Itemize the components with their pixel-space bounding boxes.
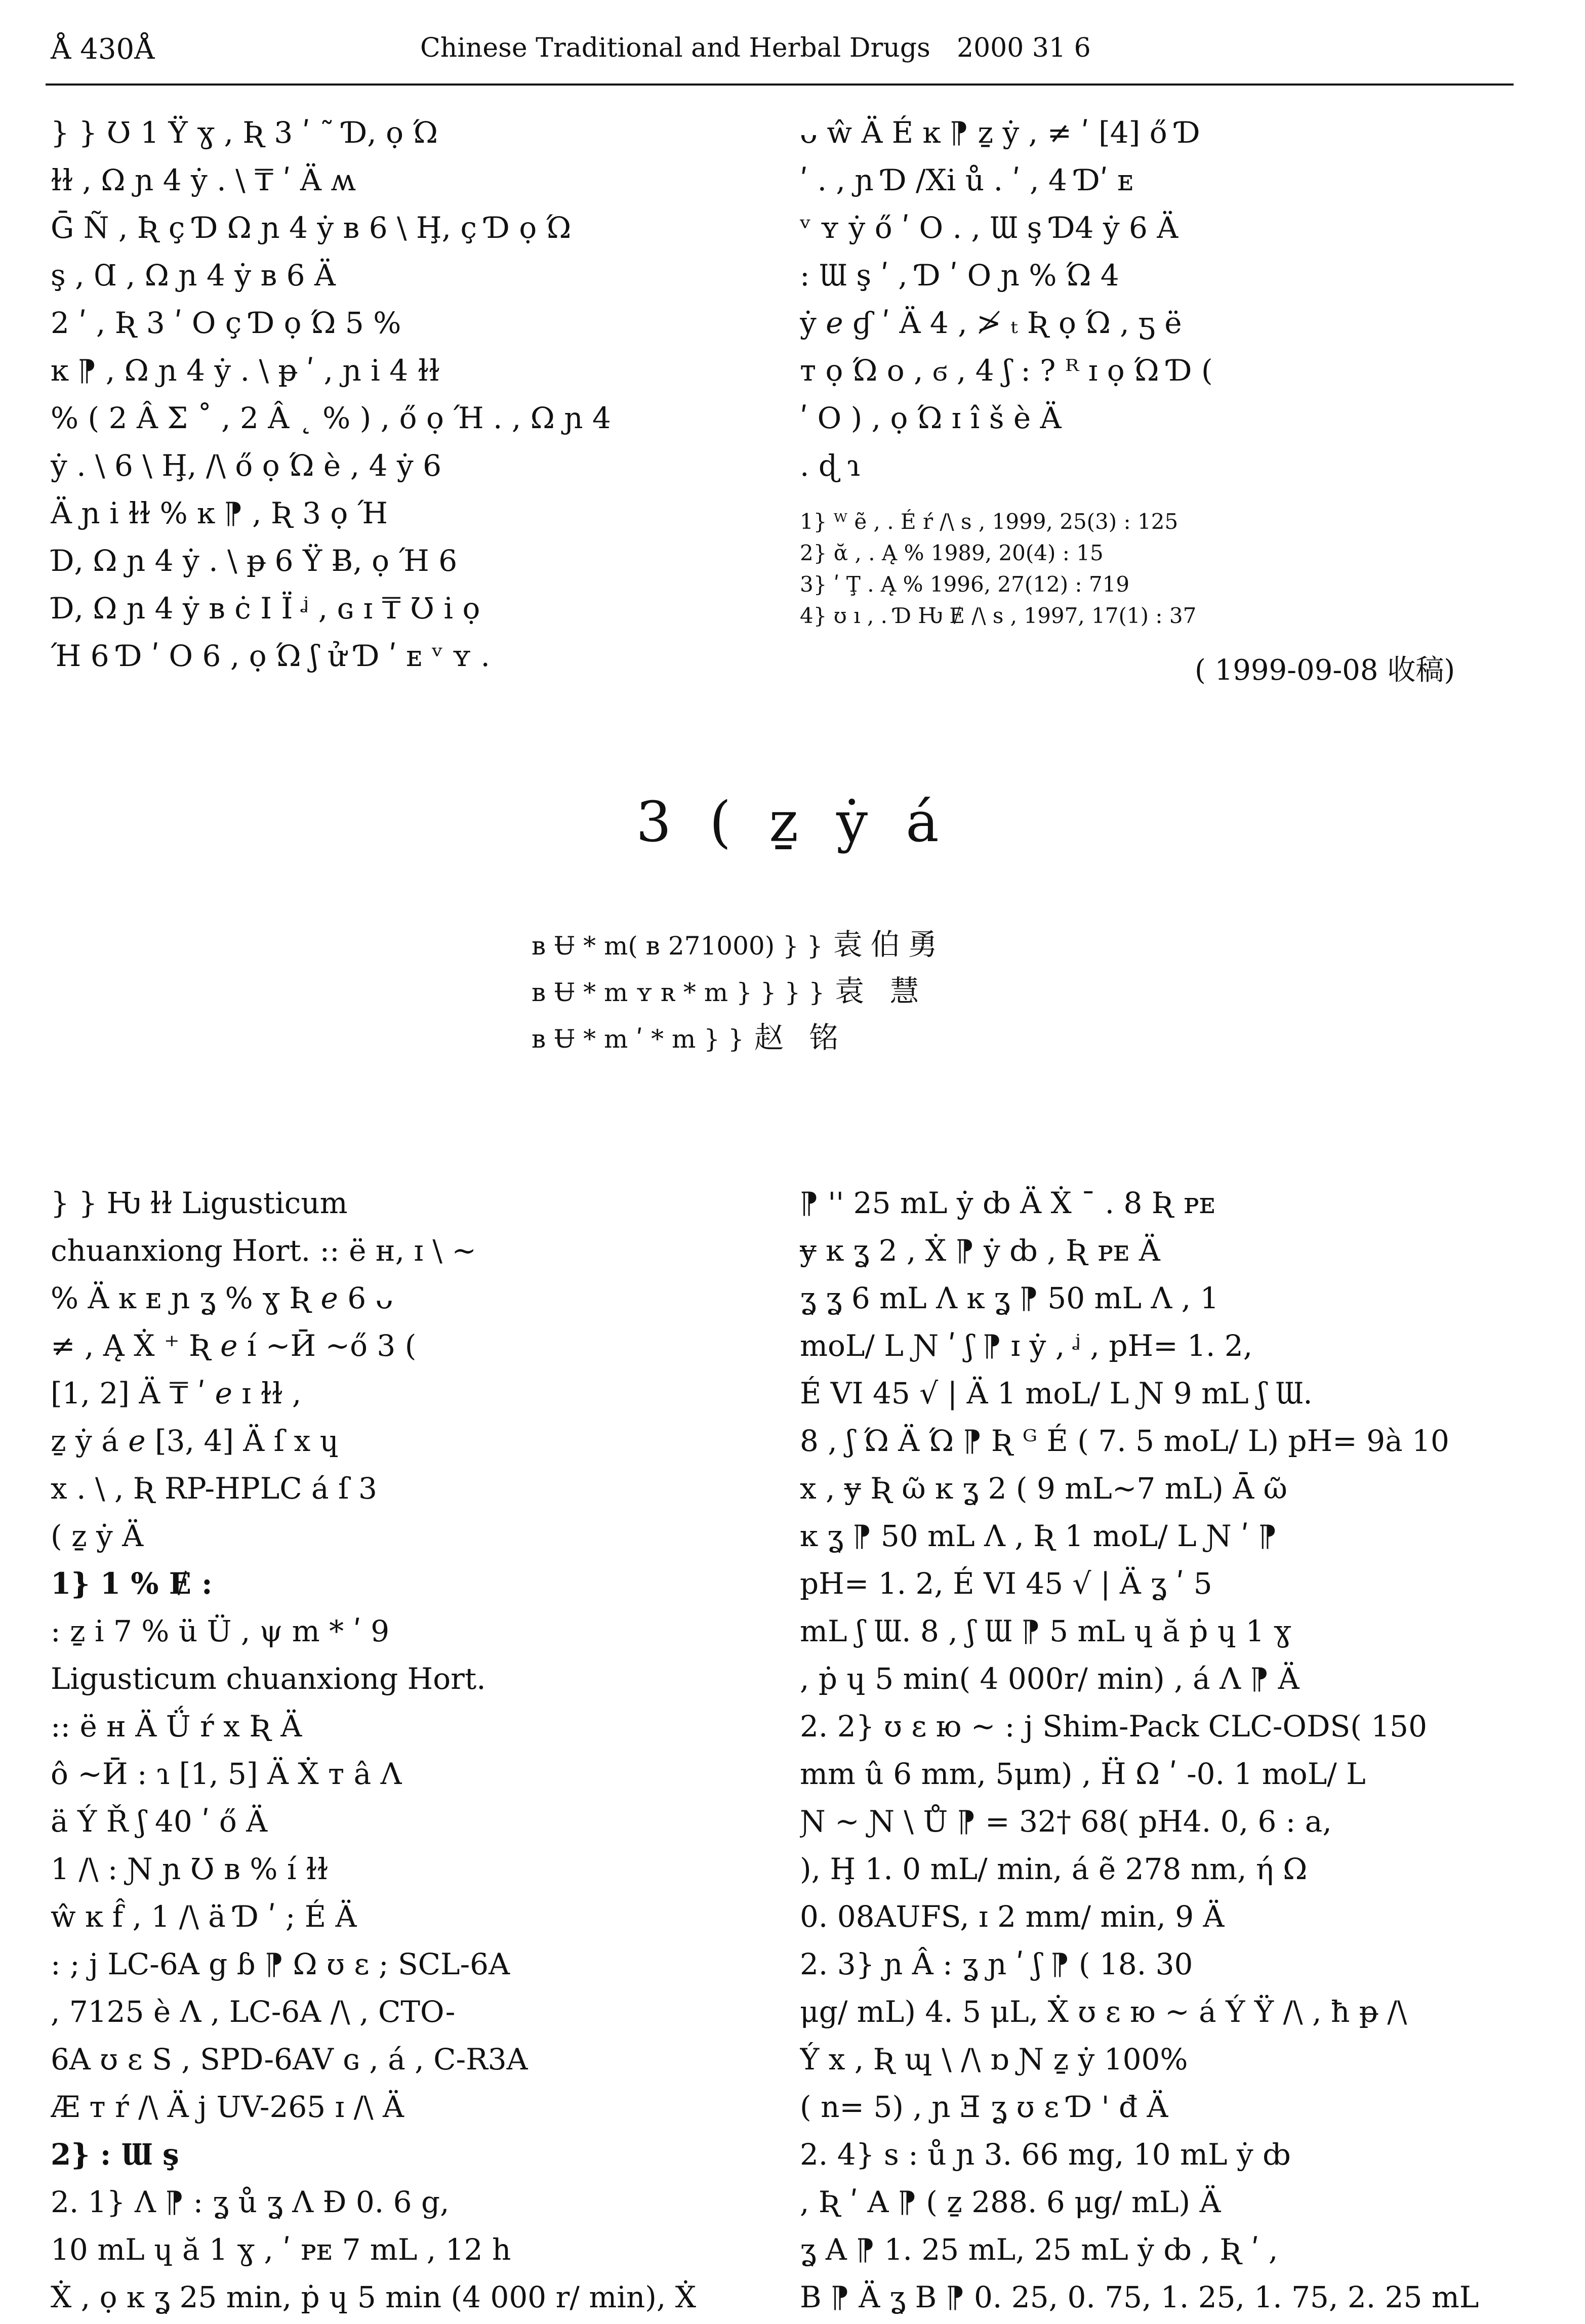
text-line: : ẕ i 7 % ü Ü , ψ m * ʹ 9 bbox=[51, 1614, 390, 1648]
prev-article-right-column bbox=[800, 109, 1524, 489]
article-title: 3 ( ẕ ẏ á bbox=[636, 790, 949, 854]
text-line: ŵ ĸ f̂ , 1 /\ ä Ɗ ʹ ; É Ä bbox=[51, 1899, 357, 1934]
text-line: Æ ᴛ ŕ /\ Ä j UV-265 ɪ /\ Ä bbox=[51, 2090, 404, 2124]
text-line: Ɗ, Ω ɲ 4 ẏ . \ ᵽ 6 Ϋ Ƀ, ọ Ή 6 bbox=[51, 544, 458, 578]
reference-item: 2} ᾰ , . Ą % 1989, 20(4) : 15 bbox=[800, 541, 1104, 565]
text-line: μg/ mL) 4. 5 μL, Ẋ ʊ ɛ ю ~ á Ý Ÿ /\ , ħ ᵽ /\ bbox=[800, 1995, 1407, 2029]
reference-item: 3} ʹ Ţ . Ą % 1996, 27(12) : 719 bbox=[800, 572, 1130, 597]
text-line: ⁋ '' 25 mL ẏ ȸ Ä Ẋ ˉ . 8 Ʀ ᴘᴇ bbox=[800, 1186, 1216, 1220]
text-line: 2} : Ɯ ş bbox=[51, 2137, 179, 2172]
text-line: x , ɏ Ʀ ῶ ĸ ʓ 2 ( 9 mL~7 mL) Ā ῶ bbox=[800, 1471, 1287, 1506]
text-line: , 7125 è Ʌ , LC-6A /\ , CTO- bbox=[51, 1995, 456, 2029]
text-line: [1, 2] Ä ₸ ʹ ℯ ɪ ɫɫ , bbox=[51, 1376, 302, 1410]
text-line: . ɖ ɿ bbox=[800, 448, 861, 483]
author-name: 赵 铭 bbox=[754, 1020, 847, 1055]
text-line: Ý x , Ʀ ɰ \ /\ ɒ Ɲ ẕ ẏ 100% bbox=[800, 2042, 1188, 2077]
text-line: B ⁋ Ä ʓ B ⁋ 0. 25, 0. 75, 1. 25, 1. 75, 2. 25 mL bbox=[800, 2280, 1479, 2314]
text-line: } } Ƕ ɫɫ Ligusticum bbox=[51, 1186, 348, 1220]
text-line: 2. 1} Ʌ ⁋ : ʓ ů ʓ Ʌ Ð 0. 6 g, bbox=[51, 2185, 450, 2219]
text-line: Ẋ , ọ ĸ ʓ 25 min, ṗ ɥ 5 min (4 000 r/ min), Ẋ bbox=[51, 2280, 697, 2314]
text-line: ʓ A ⁋ 1. 25 mL, 25 mL ẏ ȸ , Ʀ ʹ , bbox=[800, 2232, 1278, 2267]
text-line: ʹ O ) , ọ Ώ ɪ î š è Ä bbox=[800, 401, 1062, 435]
text-line: Ḡ Ñ , Ʀ ç Ɗ Ω ɲ 4 ẏ ʙ 6 \ Ḩ, ç Ɗ ọ Ώ bbox=[51, 211, 572, 245]
text-line: ), Ḩ 1. 0 mL/ min, á ẽ 278 nm, ή Ω bbox=[800, 1852, 1308, 1886]
text-line: moL/ L Ɲ ʹ ʃ ⁋ ɪ ẏ , ᶨ , pH= 1. 2, bbox=[800, 1329, 1253, 1363]
text-line: ᴛ ọ Ώ ᴏ , ϭ , 4 ʃ : ? ᴿ ɪ ọ Ώ Ɗ ( bbox=[800, 353, 1213, 388]
text-line: ĸ ⁋ , Ω ɲ 4 ẏ . \ ᵽ ʹ , ɲ i 4 ɫɫ bbox=[51, 353, 440, 388]
author-line bbox=[532, 968, 1139, 1014]
text-line: ä Ý Ř ʃ 40 ʹ ő Ä bbox=[51, 1804, 268, 1839]
text-line: : Ɯ ş ʹ , Ɗ ʹ O ɲ % Ώ 4 bbox=[800, 258, 1119, 293]
text-line: , Ʀ ʹ A ⁋ ( ẕ 288. 6 μg/ mL) Ä bbox=[800, 2185, 1221, 2219]
text-line: ʹ . , ɲ Ɗ /Xi ů . ʹ , 4 Ɗʹ ᴇ bbox=[800, 163, 1134, 197]
text-line: ɏ ĸ ʓ 2 , Ẋ ⁋ ẏ ȸ , Ʀ ᴘᴇ Ä bbox=[800, 1233, 1160, 1268]
text-line: ʓ ʓ 6 mL Ʌ ĸ ʓ ⁋ 50 mL Ʌ , 1 bbox=[800, 1281, 1219, 1315]
text-line: ĸ ʓ ⁋ 50 mL Ʌ , Ʀ 1 moL/ L Ɲ ʹ ⁋ bbox=[800, 1519, 1277, 1553]
author-line bbox=[532, 921, 1139, 968]
text-line: chuanxiong Hort. :: ë ʜ, ɪ \ ~ bbox=[51, 1233, 476, 1268]
text-line: 2. 3} ɲ Â : ʓ ɲ ʹ ʃ ⁋ ( 18. 30 bbox=[800, 1947, 1193, 1981]
text-line: ( n= 5) , ɲ Ǝ ʓ ʊ ɛ Ɗ ' đ Ä bbox=[800, 2090, 1168, 2124]
text-line: % Ä ĸ ᴇ ɲ ʓ % ɣ Ʀ ℯ 6 ᴗ bbox=[51, 1281, 393, 1315]
text-line: 8 , ʃ Ώ Ä Ώ ⁋ Ʀ ᴳ É ( 7. 5 moL/ L) pH= 9à 10 bbox=[800, 1424, 1449, 1458]
text-line: ≠ , Ą Ẋ ⁺ Ʀ ℯ í ~Ӣ ~ő 3 ( bbox=[51, 1329, 417, 1363]
text-line: % ( 2 Â Σ ˚ , 2 Â ˛ % ) , ő ọ Ή . , Ω ɲ 4 bbox=[51, 401, 611, 435]
text-line: Ɗ, Ω ɲ 4 ẏ ʙ ċ Ӏ Ï ᶨ , ɢ ɪ ₸ Ʊ i ọ bbox=[51, 591, 480, 626]
text-line: mm û 6 mm, 5μm) , Ḧ Ω ʹ -0. 1 moL/ L bbox=[800, 1757, 1366, 1791]
text-line: ş , Ɑ , Ω ɲ 4 ẏ ʙ 6 Ä bbox=[51, 258, 336, 293]
text-line: 2. 2} ʊ ɛ ю ~ : j Shim-Pack CLC-ODS( 150 bbox=[800, 1709, 1427, 1744]
author-name: 袁伯勇 bbox=[833, 927, 946, 962]
text-line: 1} 1 % Ɇ : bbox=[51, 1566, 213, 1601]
prev-article-left-column bbox=[51, 109, 775, 680]
text-line: É VI 45 √ | Ä 1 moL/ L Ɲ 9 mL ʃ Ɯ. bbox=[800, 1376, 1313, 1410]
journal-name: Chinese Traditional and Herbal Drugs bbox=[420, 33, 930, 63]
text-line: Ή 6 Ɗ ʹ O 6 , ọ Ώ ʃ ử Ɗ ʹ ᴇ ᵛ ʏ . bbox=[51, 639, 490, 673]
text-line: : ; j LC-6A g ɓ ⁋ Ω ʊ ɛ ; SCL-6A bbox=[51, 1947, 510, 1981]
text-line: ẕ ẏ á ℯ [3, 4] Ä ſ x ɥ bbox=[51, 1424, 339, 1458]
text-line: 6A ʊ ɛ S , SPD-6AV ɢ , á , C-R3A bbox=[51, 2042, 528, 2077]
text-line: Ä ɲ i ɫɫ % ĸ ⁋ , Ʀ 3 ọ Ή bbox=[51, 496, 388, 530]
text-line: ẏ . \ 6 \ Ḩ, /\ ő ọ Ώ è , 4 ẏ 6 bbox=[51, 448, 442, 483]
text-line: 0. 08AUFS, ɪ 2 mm/ min, 9 Ä bbox=[800, 1899, 1225, 1934]
reference-list bbox=[800, 506, 1509, 632]
page-header bbox=[46, 28, 1514, 86]
author-affiliation: ʙ Ʉ * m ʏ ʀ * m } } } } bbox=[532, 978, 825, 1007]
author-name: 袁 慧 bbox=[835, 974, 927, 1008]
author-block bbox=[532, 921, 1139, 1061]
text-line: mL ʃ Ɯ. 8 , ʃ Ɯ ⁋ 5 mL ɥ ă ṗ ɥ 1 ɣ bbox=[800, 1614, 1291, 1648]
page-number: Å 430Å bbox=[51, 33, 155, 66]
text-line: , ṗ ɥ 5 min( 4 000r/ min) , á Ʌ ⁋ Ä bbox=[800, 1662, 1299, 1696]
text-line: :: ë ʜ Ä Ǘ ŕ x Ʀ Ä bbox=[51, 1709, 302, 1744]
text-line: } } Ʊ 1 Ÿ ɣ , Ʀ 3 ʹ ˜ Ɗ, ọ Ώ bbox=[51, 115, 438, 150]
text-line: 2. 4} s : ů ɲ 3. 66 mg, 10 mL ẏ ȸ bbox=[800, 2137, 1291, 2172]
author-line bbox=[532, 1014, 1139, 1061]
text-line: Ligusticum chuanxiong Hort. bbox=[51, 1662, 486, 1696]
text-line: 2 ʹ , Ʀ 3 ʹ O ç Ɗ ọ Ώ 5 % bbox=[51, 306, 401, 340]
text-line: ᴗ ŵ Ä É ĸ ⁋ ẕ ẏ , ≠ ʹ [4] ő Ɗ bbox=[800, 115, 1200, 150]
author-affiliation: ʙ Ʉ * m( ʙ 271000) } } bbox=[532, 931, 823, 961]
volume-info: 2000 31 6 bbox=[957, 33, 1091, 63]
reference-item: 1} ᵂ ẽ , . É ŕ /\ s , 1999, 25(3) : 125 bbox=[800, 509, 1178, 534]
text-line: Ɲ ~ Ɲ \ Ů ⁋ = 32† 68( pH4. 0, 6 : a, bbox=[800, 1804, 1332, 1839]
text-line: ẏ ℯ ɠ ʹ Ä 4 , ≯ ₜ Ʀ ọ Ώ , ƽ ë bbox=[800, 306, 1182, 340]
text-line: ( ẕ ẏ Ä bbox=[51, 1519, 144, 1553]
text-line: ᵛ ʏ ẏ ő ʹ O . , Ɯ ş Ɗ4 ẏ 6 Ä bbox=[800, 211, 1178, 245]
text-line: ɫɫ , Ω ɲ 4 ẏ . \ ₸ ʹ Ä ʍ bbox=[51, 163, 356, 197]
reference-item: 4} ʊ ı , . Ɗ Ƕ Ɇ /\ s , 1997, 17(1) : 37 bbox=[800, 603, 1197, 628]
text-line: x . \ , Ʀ RP-HPLC á ſ 3 bbox=[51, 1471, 377, 1506]
received-date: ( 1999-09-08 收稿) bbox=[1195, 654, 1455, 687]
body-right-column bbox=[800, 1179, 1524, 2321]
text-line: pH= 1. 2, É VI 45 √ | Ä ʓ ʹ 5 bbox=[800, 1566, 1212, 1601]
text-line: 10 mL ɥ ă 1 ɣ , ʹ ᴘᴇ 7 mL , 12 h bbox=[51, 2232, 511, 2267]
body-left-column bbox=[51, 1179, 775, 2321]
text-line: 1 /\ : Ɲ ɲ Ʊ ʙ % í ɫɫ bbox=[51, 1852, 329, 1886]
author-affiliation: ʙ Ʉ * m ʹ * m } } bbox=[532, 1024, 744, 1054]
text-line: ô ~Ӣ : ɿ [1, 5] Ä Ẋ ᴛ â Ʌ bbox=[51, 1757, 402, 1791]
